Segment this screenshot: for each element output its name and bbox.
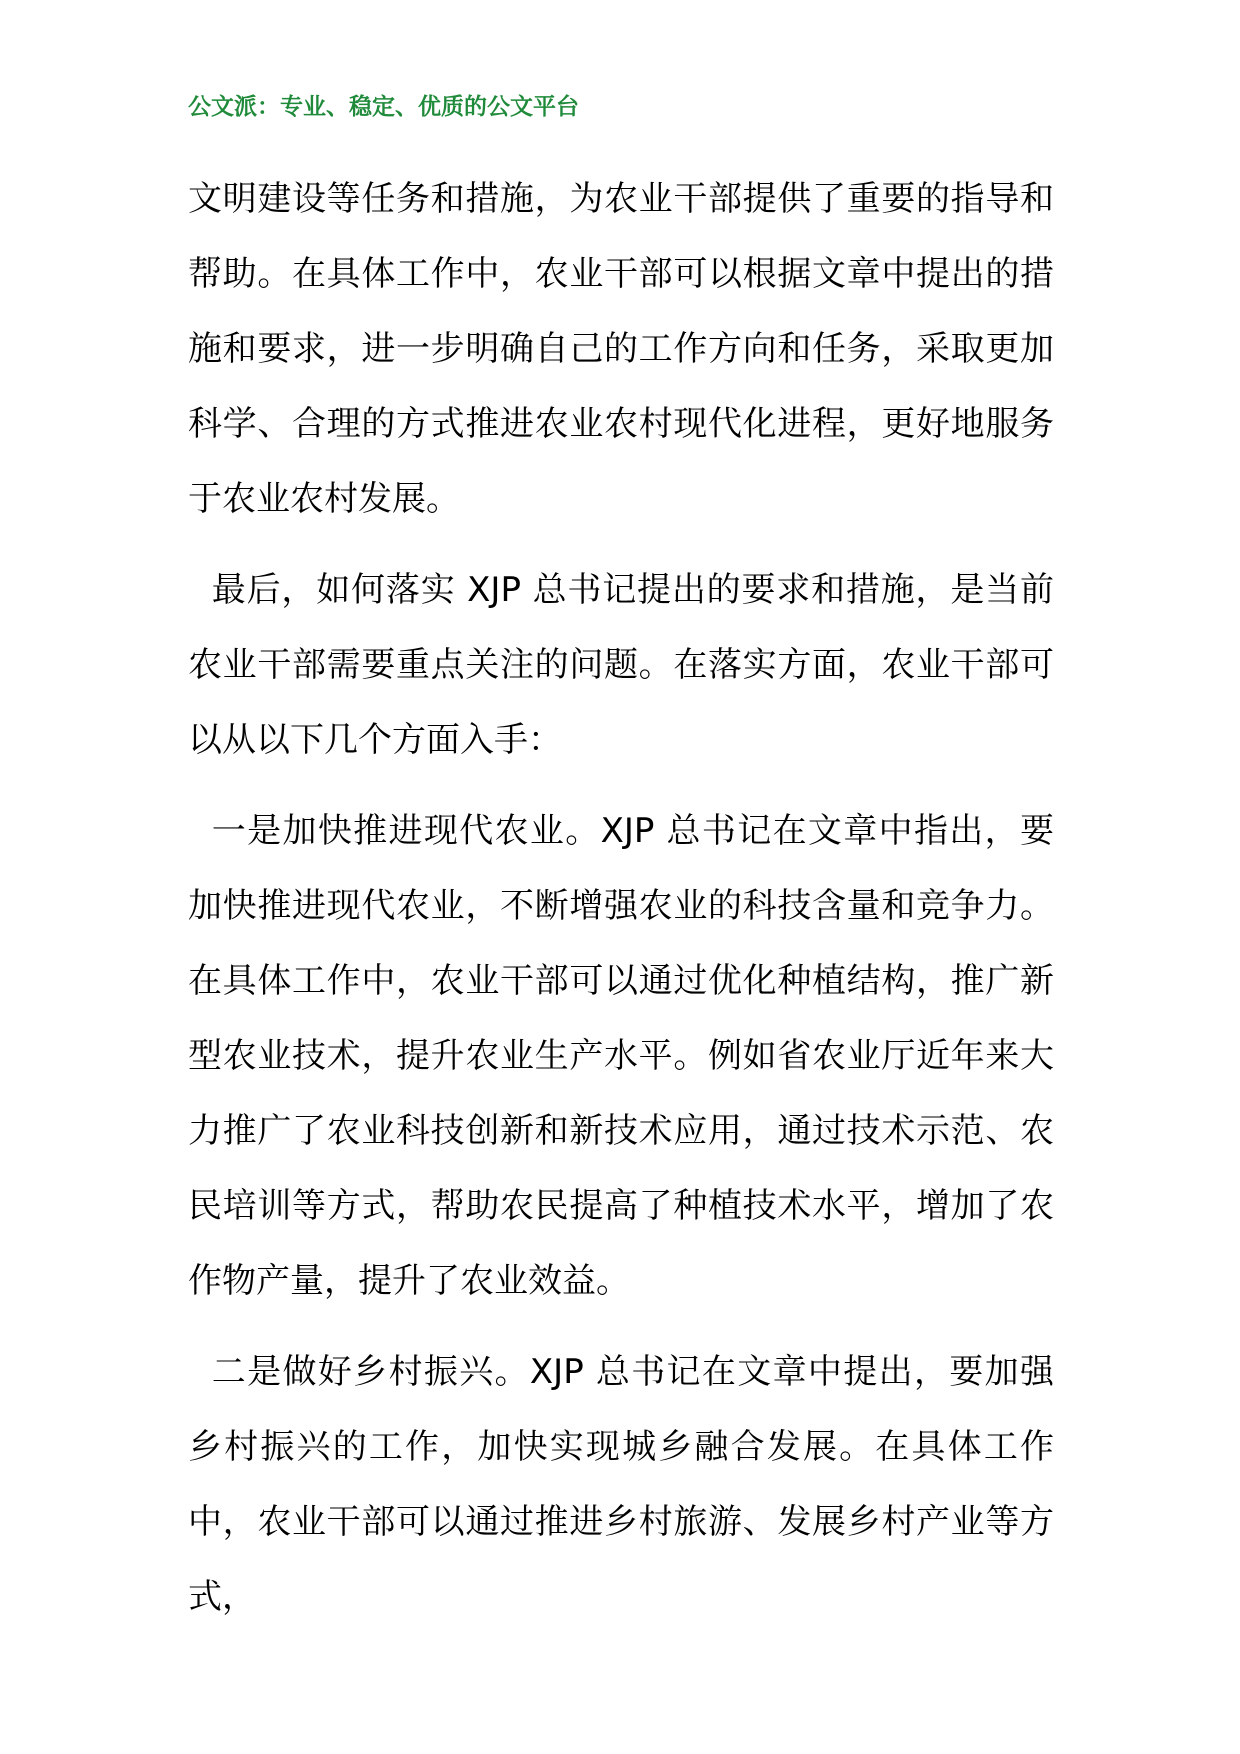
paragraph-continuation: 文明建设等任务和措施，为农业干部提供了重要的指导和帮助。在具体工作中，农业干部可以根据文章中提出的措施和要求，进一步明确自己的工作方向和任务，采取更加科学、合理的方式推进农业农村现代化进程，更好地服务于农业农村发展。 <box>188 179 1054 519</box>
paragraph-modern-agriculture: 一是加快推进现代农业。XJP 总书记在文章中指出，要加快推进现代农业，不断增强农业的科技含量和竞争力。在具体工作中，农业干部可以通过优化种植结构，推广新型农业技术，提升农业生产水平。例如省农业厅近年来大力推广了农业科技创新和新技术应用，通过技术示范、农民培训等方式，帮助农民提高了种植技术水平，增加了农作物产量，提升了农业效益。 <box>188 811 1054 1301</box>
page-header: 公文派：专业、稳定、优质的公文平台 <box>188 94 579 120</box>
paragraph-implementation-intro: 最后，如何落实 XJP 总书记提出的要求和措施，是当前农业干部需要重点关注的问题。在落实方面，农业干部可以从以下几个方面入手： <box>188 570 1054 760</box>
paragraph-rural-revitalization: 二是做好乡村振兴。XJP 总书记在文章中提出，要加强乡村振兴的工作，加快实现城乡融合发展。在具体工作中，农业干部可以通过推进乡村旅游、发展乡村产业等方式， <box>188 1352 1054 1617</box>
document-body <box>188 162 1054 1651</box>
